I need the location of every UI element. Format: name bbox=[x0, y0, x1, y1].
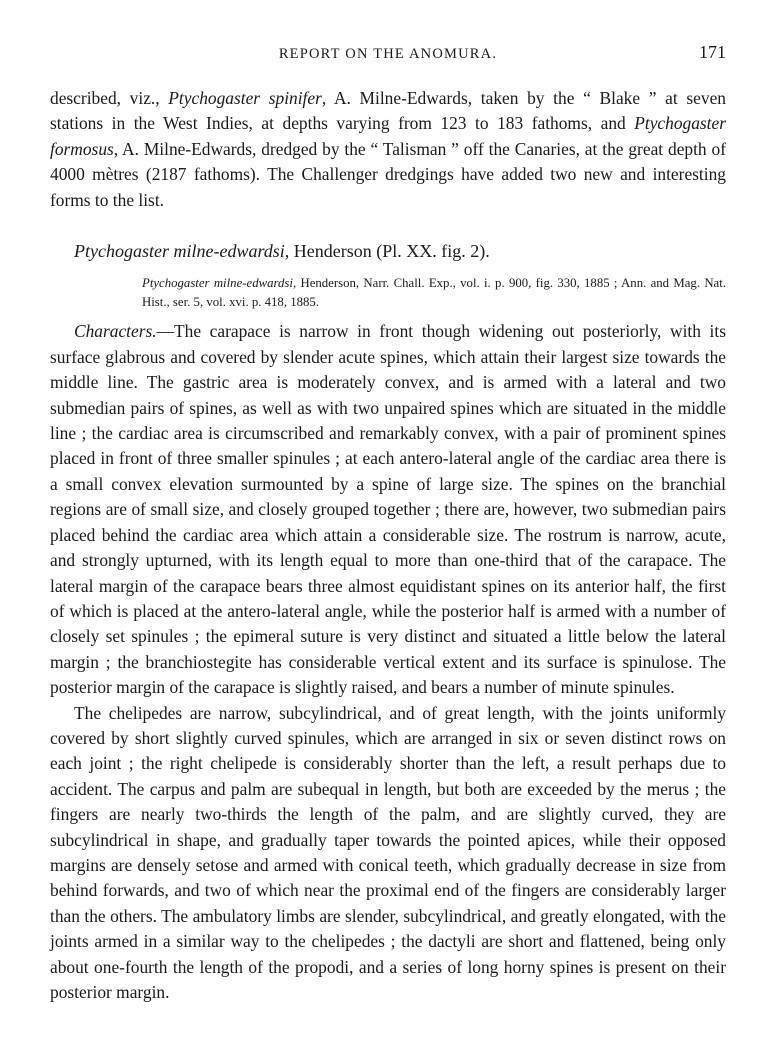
intro-text-3: , A. Milne-Edwards, dredged by the “ Talisman ” off the Canaries, at the great depth of 4000 mètres (2187 fathoms). The Challenger dredgings have added two new and interesting forms to the list. bbox=[50, 138, 726, 210]
species-heading-name: Ptychogaster milne-edwardsi bbox=[74, 241, 285, 262]
body-text bbox=[50, 86, 726, 1005]
chelipedes-paragraph: The chelipedes are narrow, subcylindrical, and of great length, with the joints uniformly covered by short slightly curved spinules, which are arranged in six or seven distinct rows on each joint ; the right chelipede is considerably shorter than the left, a result perhaps due to accident. The carpus and palm are subequal in length, but both are exceeded by the merus ; the fingers are nearly two-thirds the length of the palm, and are slightly curved, they are subcylindrical in shape, and gradually taper towards the pointed apices, while their opposed margins are densely setose and armed with conical teeth, which gradually decrease in size from behind forwards, and two of which near the proximal end of the fingers are considerably larger than the others. The ambulatory limbs are slender, subcylindrical, and greatly elongated, with the joints armed in a similar way to the chelipedes ; the dactyli are short and flattened, being only about one-fourth the length of the propodi, and a series of long horny spines is present on their posterior margin. bbox=[50, 702, 726, 1002]
intro-paragraph bbox=[50, 86, 726, 213]
page-header bbox=[50, 42, 726, 68]
citation-text: , Henderson, Narr. Chall. Exp., vol. i. p. 900, fig. 330, 1885 ; Ann. and Mag. Nat. Hist., ser. 5, vol. xvi. p. 418, 1885. bbox=[142, 276, 726, 309]
intro-text-2: , A. Milne-Edwards, taken by the “ Blake ” at seven stations in the West Indies, at depths varying from 123 to 183 fathoms, and bbox=[50, 88, 727, 134]
species-name-spinifer: Ptychogaster spinifer bbox=[168, 88, 322, 108]
characters-label: Characters. bbox=[74, 321, 157, 342]
running-title: REPORT ON THE ANOMURA. bbox=[278, 46, 498, 62]
intro-text-1: described, viz., bbox=[50, 88, 169, 108]
citation bbox=[142, 274, 726, 311]
characters-text: —The carapace is narrow in front though widening out posteriorly, with its surface glabrous and covered by slender acute spines, which attain their largest size towards the middle line. The gastric area is moderately convex, and is armed with a lateral and two submedian pairs of spines, as well as with two unpaired spines which are situated in the middle line ; the cardiac area is circumscribed and remarkably convex, with a pair of prominent spines placed in front of three smaller spinules ; at each antero-lateral angle of the cardiac area there is a small convex elevation surmounted by a spine of large size. The spines on the branchial regions are of small size, and closely grouped together ; there are, however, two submedian pairs placed behind the cardiac area which attain a considerable size. The rostrum is narrow, acute, and strongly upturned, with its length equal to more than one-third that of the carapace. The lateral margin of the carapace bears three almost equidistant spines on its anterior half, the first of which is placed at the antero-lateral angle, while the posterior half is armed with a number of closely set spinules ; the epimeral suture is very distinct and situated a little below the lateral margin ; the branchiostegite has considerable vertical extent and its surface is spinulose. The posterior margin of the carapace is slightly raised, and bears a number of minute spinules. bbox=[50, 321, 726, 698]
species-name-formosus: Ptychogaster formosus bbox=[50, 113, 726, 159]
page-number: 171 bbox=[699, 42, 726, 62]
species-heading bbox=[50, 239, 726, 264]
species-heading-authority: , Henderson (Pl. XX. fig. 2). bbox=[284, 241, 490, 262]
citation-name: Ptychogaster milne-edwardsi bbox=[142, 276, 293, 291]
characters-paragraph bbox=[50, 319, 726, 700]
